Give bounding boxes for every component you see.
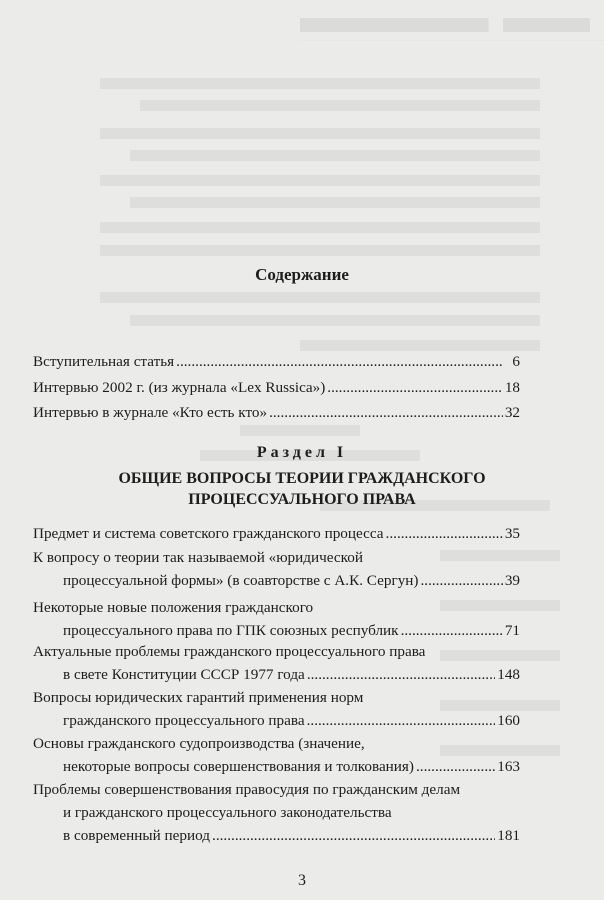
toc-entry-title-line: в свете Конституции СССР 1977 года bbox=[63, 666, 305, 683]
toc-entry-title: Предмет и система советского гражданского процесса bbox=[33, 525, 384, 542]
leader-dots bbox=[386, 522, 503, 545]
page-number: 3 bbox=[298, 872, 306, 889]
toc-entry-title: Интервью 2002 г. (из журнала «Lex Russica») bbox=[33, 379, 326, 396]
toc-entry-page: 160 bbox=[497, 712, 520, 729]
leader-dots bbox=[307, 709, 496, 732]
toc-entry-title-line: Основы гражданского судопроизводства (значение, bbox=[33, 735, 365, 752]
toc-entry-legal-guarantees[interactable] bbox=[33, 686, 520, 732]
toc-entry-page: 39 bbox=[504, 572, 520, 589]
toc-entry-interview-2002[interactable] bbox=[33, 376, 520, 399]
toc-entry-page: 163 bbox=[497, 758, 520, 775]
leader-dots bbox=[327, 376, 503, 399]
section-title-line-1: ОБЩИЕ ВОПРОСЫ ТЕОРИИ ГРАЖДАНСКОГО bbox=[118, 470, 486, 487]
toc-entry-procedural-form[interactable] bbox=[33, 546, 520, 592]
toc-entry-page: 6 bbox=[512, 353, 520, 370]
toc-entry-title-line: Вопросы юридических гарантий применения норм bbox=[33, 689, 364, 706]
leader-dots bbox=[420, 569, 502, 592]
leader-dots bbox=[416, 755, 495, 778]
toc-entry-subject-and-system[interactable] bbox=[33, 522, 520, 545]
page-title: Содержание bbox=[255, 265, 349, 284]
toc-entry-page: 181 bbox=[497, 827, 520, 844]
toc-entry-page: 32 bbox=[504, 404, 520, 421]
toc-entry-page: 148 bbox=[497, 666, 520, 683]
toc-entry-title: Вступительная статья bbox=[33, 353, 175, 370]
toc-entry-title-line: Проблемы совершенствования правосудия по гражданским делам bbox=[33, 781, 461, 798]
section-title-line-2: ПРОЦЕССУАЛЬНОГО ПРАВА bbox=[188, 491, 416, 508]
toc-entry-title-line: и гражданского процессуального законодательства bbox=[63, 804, 392, 821]
toc-entry-justice-improvement[interactable] bbox=[33, 778, 520, 847]
toc-entry-fundamentals[interactable] bbox=[33, 732, 520, 778]
section-title bbox=[0, 468, 604, 510]
toc-entry-title-line: процессуальной формы» (в соавторстве с А.К. Сергун) bbox=[63, 572, 419, 589]
toc-entry-page: 18 bbox=[504, 379, 520, 396]
toc-entry-title-line: гражданского процессуального права bbox=[63, 712, 305, 729]
toc-entry-interview-who-is-who[interactable] bbox=[33, 401, 520, 424]
toc-entry-page: 71 bbox=[504, 622, 520, 639]
toc-entry-actual-problems[interactable] bbox=[33, 640, 520, 686]
leader-dots bbox=[269, 401, 503, 424]
toc-entry-title-line: некоторые вопросы совершенствования и толкования) bbox=[63, 758, 414, 775]
toc-entry-page: 35 bbox=[504, 525, 520, 542]
toc-entry-title-line: К вопросу о теории так называемой «юридической bbox=[33, 549, 363, 566]
leader-dots bbox=[176, 350, 502, 373]
toc-entry-new-provisions[interactable] bbox=[33, 596, 520, 642]
section-heading: Раздел I bbox=[256, 444, 348, 461]
toc-entry-intro-article[interactable] bbox=[33, 350, 520, 373]
toc-entry-title: Интервью в журнале «Кто есть кто» bbox=[33, 404, 268, 421]
toc-entry-title-line: Некоторые новые положения гражданского bbox=[33, 599, 314, 616]
leader-dots bbox=[212, 824, 495, 847]
leader-dots bbox=[401, 619, 503, 642]
toc-entry-title-line: в современный период bbox=[63, 827, 211, 844]
toc-entry-title-line: Актуальные проблемы гражданского процессуального права bbox=[33, 643, 426, 660]
toc-entry-title-line: процессуального права по ГПК союзных республик bbox=[63, 622, 399, 639]
leader-dots bbox=[307, 663, 495, 686]
